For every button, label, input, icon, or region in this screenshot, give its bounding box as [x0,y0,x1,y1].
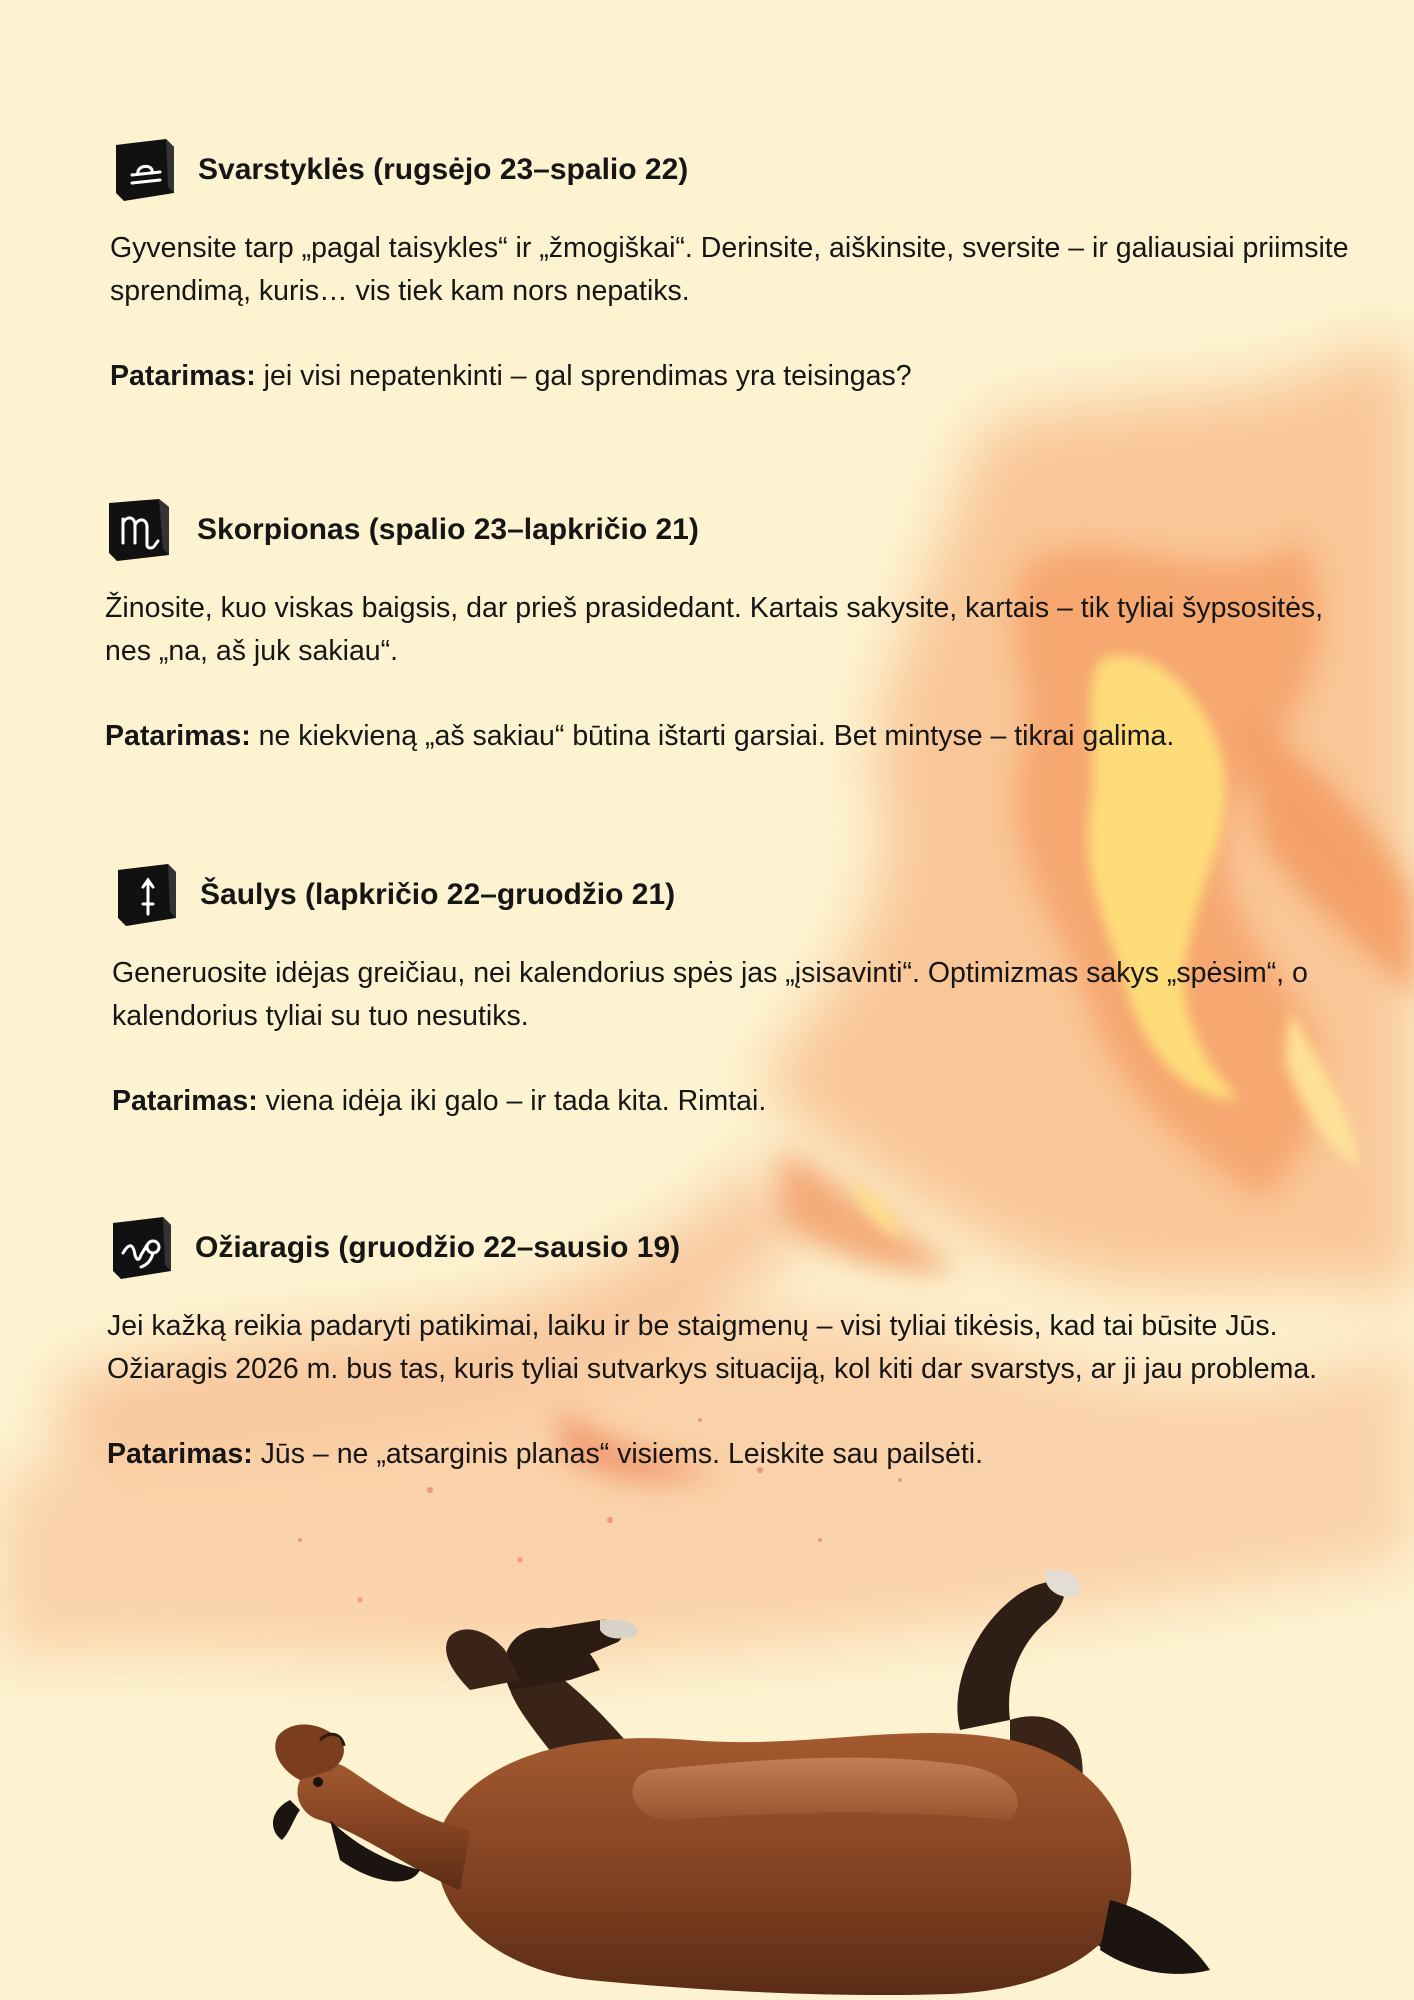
advice-label: Patarimas: [110,360,256,392]
sign-advice [107,1433,1347,1476]
sign-advice [112,1080,1352,1123]
advice-text: Jūs – ne „atsarginis planas“ visiems. Leiskite sau pailsėti. [252,1438,983,1470]
advice-label: Patarimas: [105,720,251,752]
advice-text: viena idėja iki galo – ir tada kita. Rimtai. [257,1085,767,1117]
sign-description: Jei kažką reikia padaryti patikimai, laiku ir be staigmenų – visi tyliai tikėsis, kad tai būsite Jūs. Ožiaragis 2026 m. bus tas, kuris tyliai sutvarkys situaciją, kol kiti dar svarstys, ar ji jau problema. [107,1310,1318,1385]
advice-label: Patarimas: [112,1085,258,1117]
sign-section-sagittarius [112,860,1352,1123]
advice-label: Patarimas: [107,1438,253,1470]
sign-advice [105,715,1345,758]
sign-description: Gyvensite tarp „pagal taisykles“ ir „žmogiškai“. Derinsite, aiškinsite, sversite – ir galiausiai priimsite sprendimą, kuris… vis tiek kam nors nepatiks. [110,232,1349,307]
capricorn-icon [107,1213,177,1283]
sign-title: Svarstyklės (rugsėjo 23–spalio 22) [198,153,689,186]
advice-text: jei visi nepatenkinti – gal sprendimas yra teisingas? [255,360,912,392]
sign-heading [110,135,1350,205]
scorpio-icon [105,495,175,565]
advice-text: ne kiekvieną „aš sakiau“ būtina ištarti garsiai. Bet mintyse – tikrai galima. [250,720,1175,752]
sign-heading [105,495,1345,565]
sign-heading [112,860,1352,930]
sign-section-capricorn [107,1213,1347,1476]
rolling-horse-illustration [270,1570,1310,2000]
sagittarius-icon [112,860,182,930]
sign-advice [110,355,1350,398]
libra-icon [110,135,180,205]
sign-description: Generuosite idėjas greičiau, nei kalendorius spės jas „įsisavinti“. Optimizmas sakys „spėsim“, o kalendorius tyliai su tuo nesutiks. [112,957,1308,1032]
sign-title: Šaulys (lapkričio 22–gruodžio 21) [200,878,676,911]
sign-section-scorpio [105,495,1345,758]
sign-section-libra [110,135,1350,398]
sign-title: Skorpionas (spalio 23–lapkričio 21) [197,513,699,546]
sign-title: Ožiaragis (gruodžio 22–sausio 19) [195,1231,681,1264]
sign-description: Žinosite, kuo viskas baigsis, dar prieš prasidedant. Kartais sakysite, kartais – tik tyliai šypsositės, nes „na, aš juk sakiau“. [105,592,1324,667]
sign-heading [107,1213,1347,1283]
